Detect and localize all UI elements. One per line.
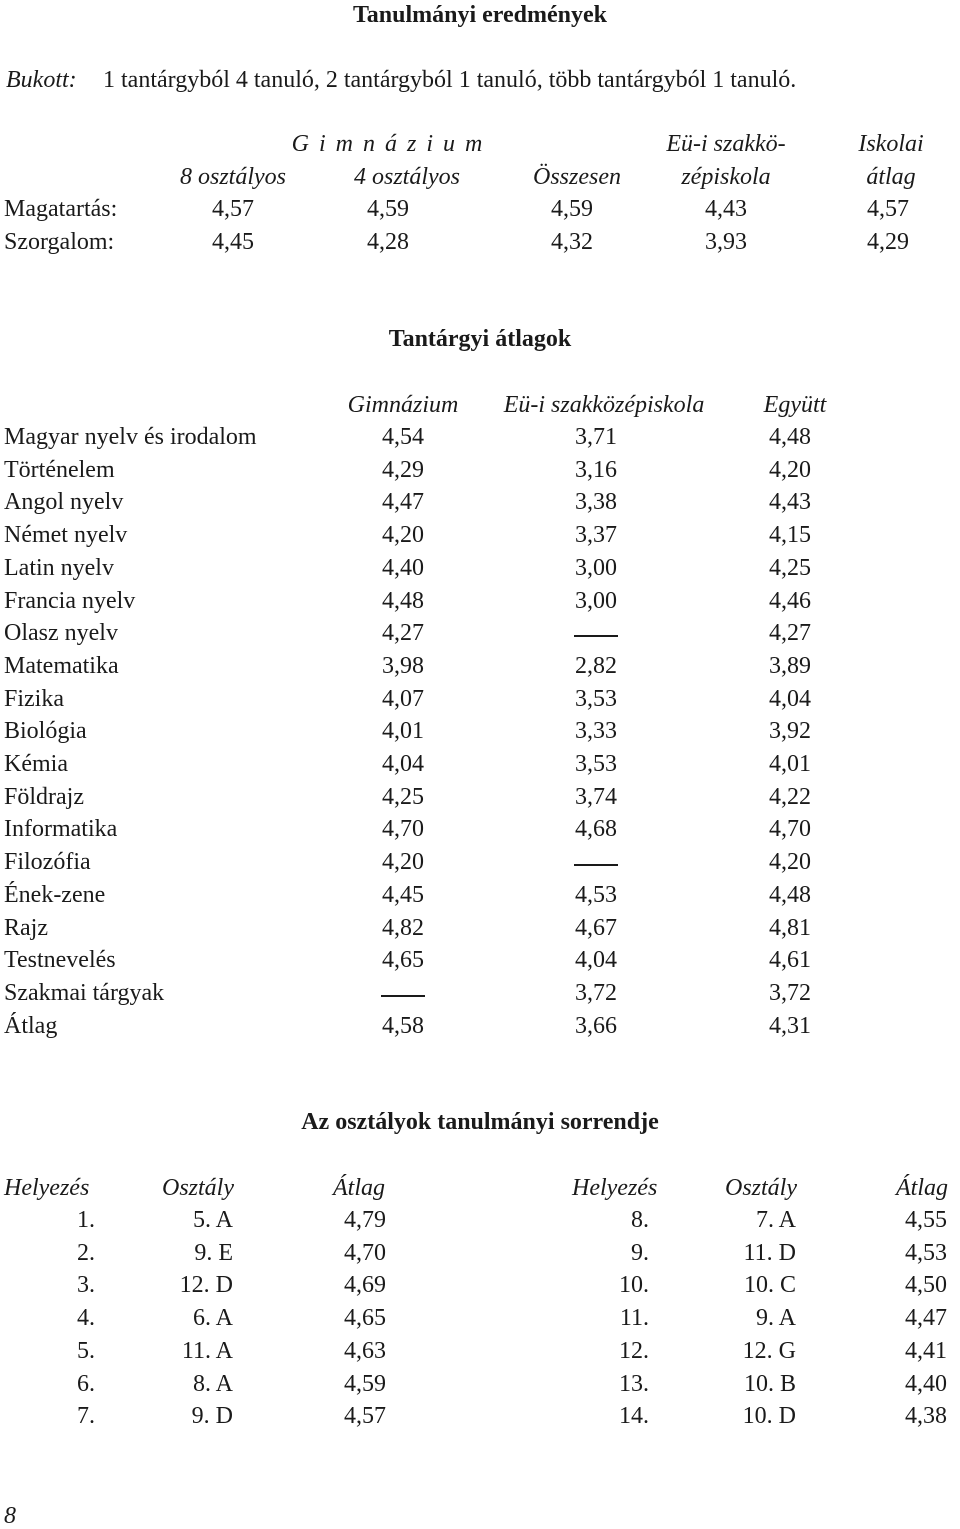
subject-label: Francia nyelv: [4, 588, 136, 614]
behavior-cell: 4,28: [367, 229, 409, 255]
subject-average: 4,22: [769, 784, 811, 810]
subject-average: 3,38: [575, 489, 617, 515]
subject-average: 4,40: [382, 555, 424, 581]
ranking-rank: 7.: [77, 1403, 95, 1429]
subject-average: 4,67: [575, 915, 617, 941]
failed-text: 1 tantárgyból 4 tanuló, 2 tantárgyból 1 tanuló, több tantárgyból 1 tanuló.: [103, 67, 797, 93]
ranking-header-rank-left: Helyezés: [4, 1175, 90, 1201]
subject-average: 4,45: [382, 882, 424, 908]
subject-average: 4,07: [382, 686, 424, 712]
subject-average: 4,65: [382, 947, 424, 973]
subject-average: 3,71: [575, 424, 617, 450]
page-title: Tanulmányi eredmények: [352, 2, 608, 28]
subject-label: Ének-zene: [4, 882, 106, 908]
subject-average: 4,27: [382, 620, 424, 646]
subject-average: 4,54: [382, 424, 424, 450]
ranking-rank: 12.: [619, 1338, 649, 1364]
subject-average: 3,00: [575, 555, 617, 581]
ranking-rank: 1.: [77, 1207, 95, 1233]
ranking-class: 11. A: [181, 1338, 233, 1364]
ranking-average: 4,59: [344, 1371, 386, 1397]
ranking-header-avg-right: Átlag: [896, 1175, 948, 1201]
ranking-rank: 9.: [631, 1240, 649, 1266]
no-data-dash: [381, 995, 425, 997]
ranking-header-class-left: Osztály: [162, 1175, 234, 1201]
ranking-average: 4,50: [905, 1272, 947, 1298]
ranking-rank: 11.: [619, 1305, 649, 1331]
subject-average: 4,48: [769, 882, 811, 908]
subject-average: 4,04: [575, 947, 617, 973]
subject-label: Magyar nyelv és irodalom: [4, 424, 257, 450]
header-school-line1: Iskolai: [858, 131, 924, 157]
ranking-average: 4,65: [344, 1305, 386, 1331]
header-eu-line2: zépiskola: [681, 164, 771, 190]
ranking-class: 5. A: [192, 1207, 233, 1233]
subject-average: 4,61: [769, 947, 811, 973]
behavior-row-label: Szorgalom:: [4, 229, 115, 255]
subjects-header-gym: Gimnázium: [347, 392, 459, 418]
ranking-average: 4,38: [905, 1403, 947, 1429]
header-4-year: 4 osztályos: [353, 164, 461, 190]
gymnasium-group-header: G i m n á z i u m: [291, 131, 485, 157]
subject-average: 3,16: [575, 457, 617, 483]
ranking-rank: 14.: [619, 1403, 649, 1429]
header-total: Összesen: [533, 164, 621, 190]
subject-average: 4,01: [382, 718, 424, 744]
behavior-cell: 4,43: [705, 196, 747, 222]
behavior-row-label: Magatartás:: [4, 196, 118, 222]
subject-label: Történelem: [4, 457, 115, 483]
header-school-line2: átlag: [866, 164, 916, 190]
ranking-average: 4,40: [905, 1371, 947, 1397]
ranking-rank: 6.: [77, 1371, 95, 1397]
subject-average: 3,00: [575, 588, 617, 614]
ranking-class: 6. A: [192, 1305, 233, 1331]
subject-average: 4,20: [769, 849, 811, 875]
subject-label: Latin nyelv: [4, 555, 114, 581]
subjects-header-eu: Eü-i szakközépiskola: [503, 392, 705, 418]
subject-average: 3,74: [575, 784, 617, 810]
ranking-average: 4,57: [344, 1403, 386, 1429]
ranking-class: 9. E: [194, 1240, 233, 1266]
ranking-class: 10. D: [742, 1403, 796, 1429]
subject-average: 4,48: [769, 424, 811, 450]
behavior-cell: 4,59: [367, 196, 409, 222]
subject-average: 4,25: [382, 784, 424, 810]
behavior-cell: 3,93: [705, 229, 747, 255]
subject-average: 3,33: [575, 718, 617, 744]
no-data-dash: [574, 635, 618, 637]
subject-average: 3,72: [769, 980, 811, 1006]
ranking-class: 12. G: [742, 1338, 796, 1364]
subject-average: 4,20: [382, 849, 424, 875]
ranking-class: 10. C: [743, 1272, 796, 1298]
subject-average: 3,92: [769, 718, 811, 744]
subject-average: 4,20: [382, 522, 424, 548]
subject-label: Kémia: [4, 751, 68, 777]
subject-label: Matematika: [4, 653, 119, 679]
subjects-header-together: Együtt: [763, 392, 827, 418]
subject-label: Testnevelés: [4, 947, 116, 973]
subject-label: Átlag: [4, 1013, 58, 1039]
subject-label: Informatika: [4, 816, 118, 842]
subject-average: 4,31: [769, 1013, 811, 1039]
ranking-average: 4,53: [905, 1240, 947, 1266]
ranking-rank: 8.: [631, 1207, 649, 1233]
subject-label: Angol nyelv: [4, 489, 124, 515]
ranking-rank: 3.: [77, 1272, 95, 1298]
failed-label: Bukott:: [6, 67, 77, 93]
behavior-cell: 4,57: [212, 196, 254, 222]
ranking-average: 4,69: [344, 1272, 386, 1298]
behavior-cell: 4,45: [212, 229, 254, 255]
ranking-rank: 2.: [77, 1240, 95, 1266]
subject-average: 3,66: [575, 1013, 617, 1039]
subject-label: Fizika: [4, 686, 64, 712]
subject-average: 4,43: [769, 489, 811, 515]
ranking-header-rank-right: Helyezés: [572, 1175, 658, 1201]
subject-average: 4,04: [769, 686, 811, 712]
ranking-average: 4,55: [905, 1207, 947, 1233]
ranking-header-class-right: Osztály: [725, 1175, 797, 1201]
subject-average: 4,46: [769, 588, 811, 614]
subject-label: Német nyelv: [4, 522, 128, 548]
ranking-class: 7. A: [755, 1207, 796, 1233]
subject-label: Filozófia: [4, 849, 91, 875]
subject-average: 4,47: [382, 489, 424, 515]
subject-label: Olasz nyelv: [4, 620, 118, 646]
ranking-average: 4,70: [344, 1240, 386, 1266]
no-data-dash: [574, 864, 618, 866]
ranking-class: 10. B: [743, 1371, 796, 1397]
subject-average: 4,20: [769, 457, 811, 483]
subject-average: 3,37: [575, 522, 617, 548]
behavior-cell: 4,32: [551, 229, 593, 255]
ranking-class: 9. A: [755, 1305, 796, 1331]
ranking-class: 11. D: [743, 1240, 796, 1266]
behavior-cell: 4,57: [867, 196, 909, 222]
subject-average: 3,72: [575, 980, 617, 1006]
subject-average: 4,04: [382, 751, 424, 777]
subject-average: 4,29: [382, 457, 424, 483]
subject-label: Rajz: [4, 915, 48, 941]
subject-average: 4,53: [575, 882, 617, 908]
ranking-average: 4,41: [905, 1338, 947, 1364]
subjects-title: Tantárgyi átlagok: [388, 326, 572, 352]
header-8-year: 8 osztályos: [179, 164, 287, 190]
ranking-rank: 13.: [619, 1371, 649, 1397]
ranking-rank: 4.: [77, 1305, 95, 1331]
ranking-rank: 5.: [77, 1338, 95, 1364]
subject-label: Földrajz: [4, 784, 84, 810]
subject-average: 4,58: [382, 1013, 424, 1039]
behavior-cell: 4,59: [551, 196, 593, 222]
subject-average: 3,53: [575, 686, 617, 712]
subject-average: 4,48: [382, 588, 424, 614]
ranking-class: 8. A: [192, 1371, 233, 1397]
ranking-average: 4,47: [905, 1305, 947, 1331]
subject-label: Biológia: [4, 718, 87, 744]
header-eu-line1: Eü-i szakkö-: [666, 131, 786, 157]
subject-label: Szakmai tárgyak: [4, 980, 165, 1006]
ranking-rank: 10.: [619, 1272, 649, 1298]
subject-average: 4,68: [575, 816, 617, 842]
subject-average: 4,70: [769, 816, 811, 842]
subject-average: 4,81: [769, 915, 811, 941]
ranking-class: 9. D: [191, 1403, 233, 1429]
ranking-header-avg-left: Átlag: [333, 1175, 385, 1201]
page-number: 8: [4, 1503, 16, 1529]
ranking-average: 4,79: [344, 1207, 386, 1233]
subject-average: 3,98: [382, 653, 424, 679]
subject-average: 4,82: [382, 915, 424, 941]
subject-average: 2,82: [575, 653, 617, 679]
ranking-title: Az osztályok tanulmányi sorrendje: [301, 1109, 659, 1135]
ranking-average: 4,63: [344, 1338, 386, 1364]
subject-average: 4,15: [769, 522, 811, 548]
subject-average: 4,70: [382, 816, 424, 842]
subject-average: 4,01: [769, 751, 811, 777]
behavior-cell: 4,29: [867, 229, 909, 255]
subject-average: 3,89: [769, 653, 811, 679]
subject-average: 4,25: [769, 555, 811, 581]
subject-average: 3,53: [575, 751, 617, 777]
ranking-class: 12. D: [179, 1272, 233, 1298]
subject-average: 4,27: [769, 620, 811, 646]
